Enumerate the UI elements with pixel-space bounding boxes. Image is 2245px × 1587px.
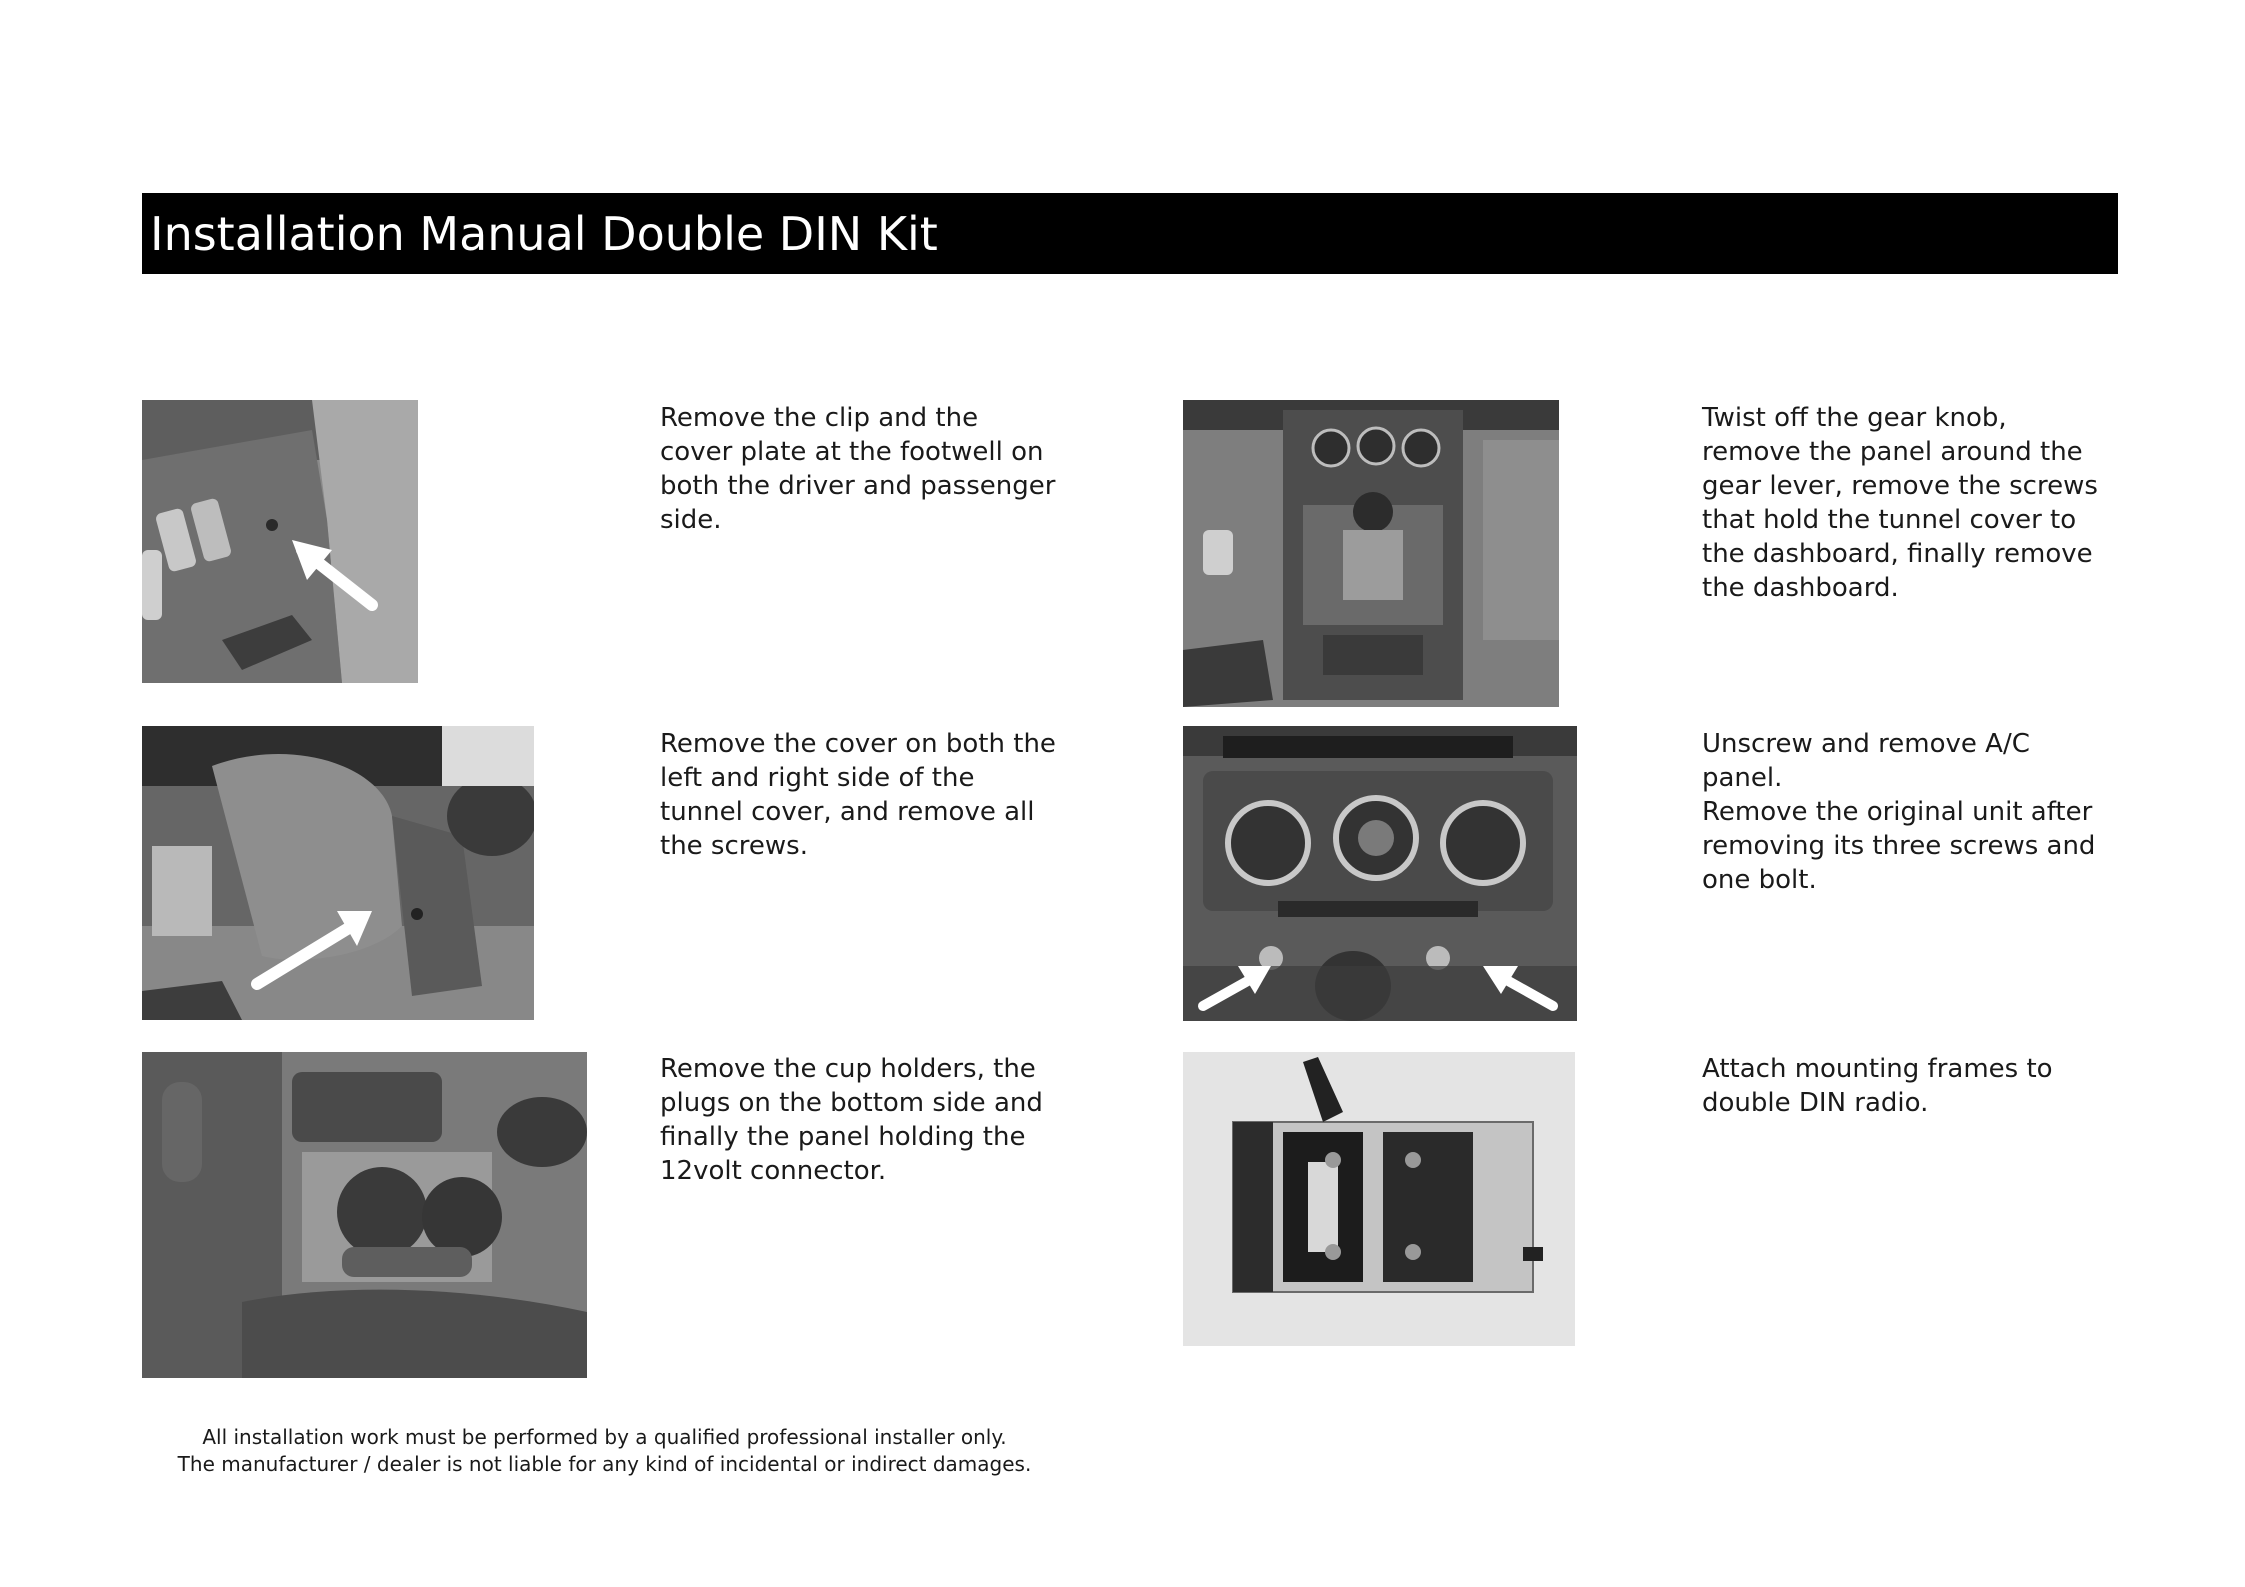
page-title: Installation Manual Double DIN Kit <box>150 207 938 261</box>
step-6-text: Attach mounting frames to double DIN radio. <box>1702 1054 2053 1118</box>
step-6-photo <box>1183 1052 1575 1346</box>
step-2-text: Remove the cover on both the left and right side of the tunnel cover, and remove all the screws. <box>660 729 1056 861</box>
title-bar <box>142 193 2118 274</box>
step-2-photo <box>142 726 534 1020</box>
disclaimer-line-1: All installation work must be performed by a qualified professional installer only. <box>202 1425 1007 1449</box>
step-3-text: Remove the cup holders, the plugs on the bottom side and finally the panel holding the 12volt connector. <box>660 1054 1043 1186</box>
step-4-photo <box>1183 400 1559 707</box>
step-1-text: Remove the clip and the cover plate at the footwell on both the driver and passenger side. <box>660 403 1056 535</box>
step-4-text: Twist off the gear knob, remove the panel around the gear lever, remove the screws that hold the tunnel cover to the dashboard, finally remove the dashboard. <box>1702 403 2098 603</box>
disclaimer-footer <box>142 1424 1067 1478</box>
step-5-photo <box>1183 726 1577 1021</box>
step-1-photo <box>142 400 418 683</box>
step-5-text: Unscrew and remove A/C panel. Remove the original unit after removing its three screws and one bolt. <box>1702 729 2096 895</box>
step-3-photo <box>142 1052 587 1378</box>
disclaimer-line-2: The manufacturer / dealer is not liable for any kind of incidental or indirect damages. <box>177 1452 1032 1476</box>
